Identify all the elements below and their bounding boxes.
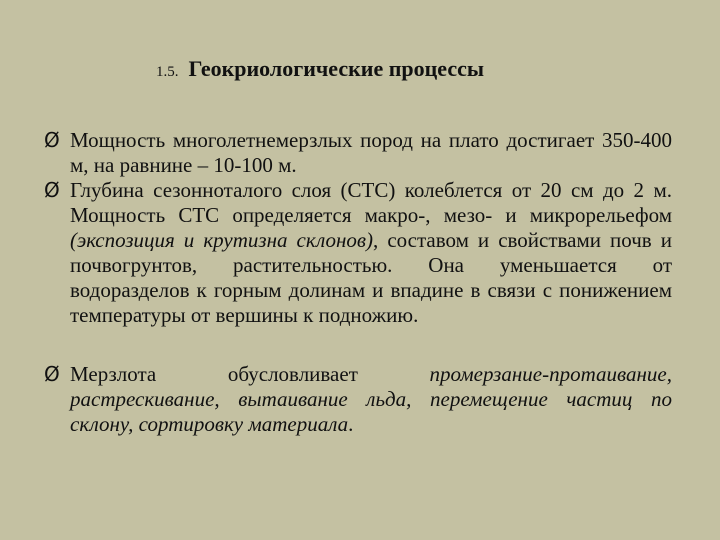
bullet-item [44, 362, 672, 437]
bullet-list [44, 128, 672, 437]
arrow-bullet-icon: Ø [44, 178, 60, 202]
bullet-item [44, 128, 672, 178]
bullet-text: Мощность многолетнемерзлых пород на плато достигает 350-400 м, на равнине – 10-100 м. [70, 128, 672, 177]
title-text: Геокриологические процессы [188, 56, 485, 81]
bullet-italic-text: промерзание-протаивание, растрескивание, вытаивание льда, перемещение частиц по склону, сортировку материала [70, 362, 672, 436]
section-number: 1.5. [156, 64, 179, 80]
arrow-bullet-icon: Ø [44, 362, 60, 386]
bullet-item [44, 178, 672, 328]
bullet-text: . [348, 412, 354, 436]
slide-title [156, 56, 484, 82]
bullet-text: Мерзлота обусловливает [70, 362, 430, 386]
arrow-bullet-icon: Ø [44, 128, 60, 152]
bullet-italic-text: (экспозиция и крутизна склонов) [70, 228, 374, 252]
bullet-text: , составом и свойствами почв и почвогрунтов, растительностью. Она уменьшается от водоразделов к горным долинам и впадине в связи с понижением температуры от вершины к подножию. [70, 228, 672, 327]
bullet-text: Глубина сезонноталого слоя (СТС) колеблется от 20 см до 2 м. Мощность СТС определяется макро-, мезо- и микрорельефом [70, 178, 672, 227]
